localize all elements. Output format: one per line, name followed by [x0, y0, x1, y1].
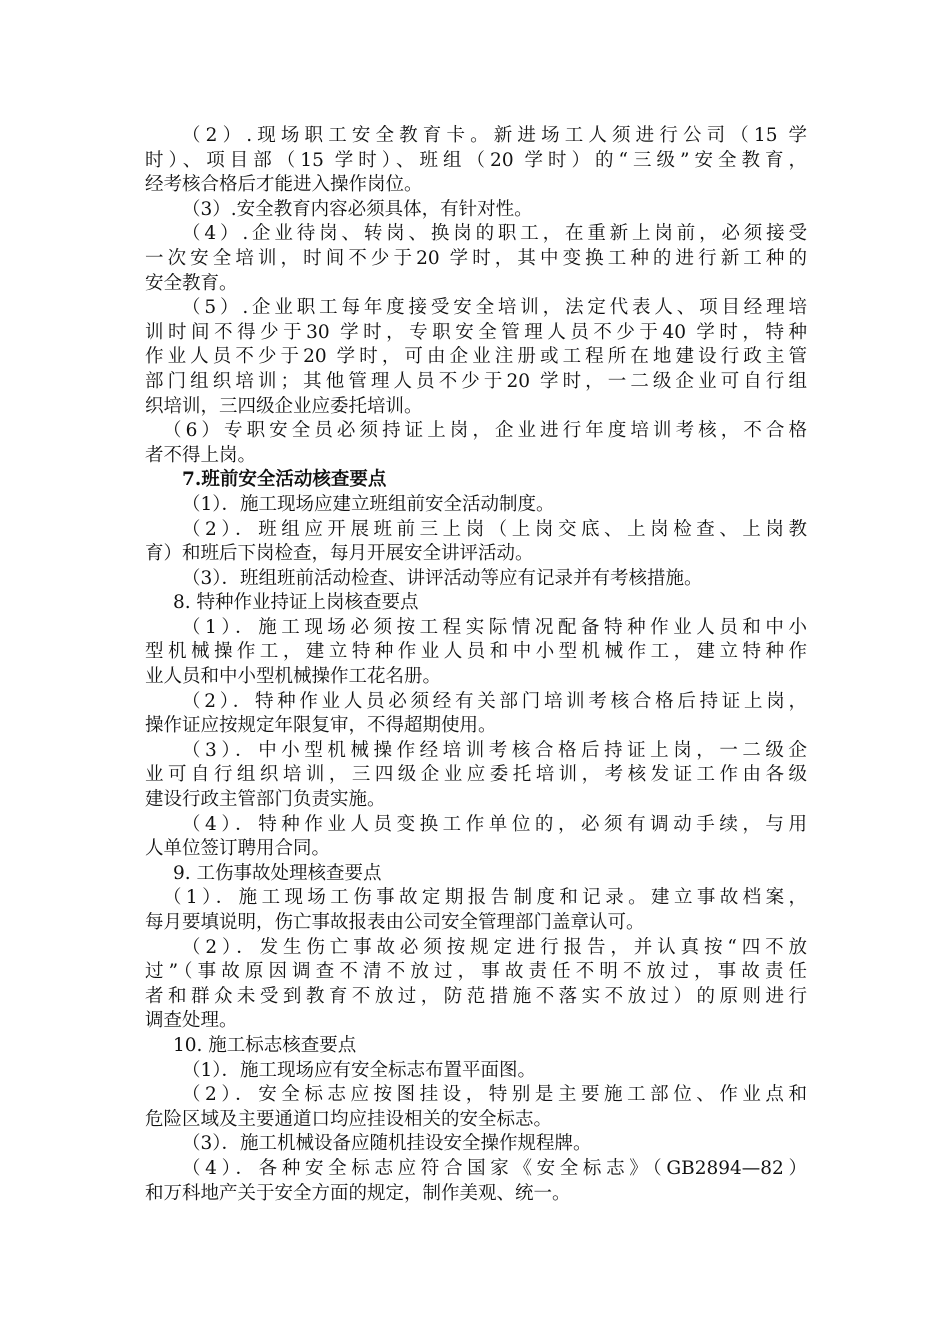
text-line: （4）．特种作业人员变换工作单位的，必须有调动手续，与用 — [182, 813, 807, 835]
text-line: 人单位签订聘用合同。 — [145, 838, 331, 860]
text-line: 业可自行组织培训，三四级企业应委托培训，考核发证工作由各级 — [145, 764, 807, 786]
text-line: 和万科地产关于安全方面的规定，制作美观、统一。 — [145, 1182, 571, 1204]
text-line: （1）．施工现场应有安全标志布置平面图。 — [182, 1059, 537, 1081]
text-line: 型机械操作工，建立特种作业人员和中小型机械作工，建立特种作 — [145, 641, 807, 663]
text-line: （1）．施工现场应建立班组前安全活动制度。 — [182, 493, 555, 515]
text-line: 过”（事故原因调查不清不放过，事故责任不明不放过，事故责任 — [145, 961, 807, 983]
text-line: （3）．中小型机械操作经培训考核合格后持证上岗，一二级企 — [182, 739, 807, 761]
text-line: （2）．安全标志应按图挂设，特别是主要施工部位、作业点和 — [182, 1084, 807, 1106]
text-line: 作业人员不少于20 学时，可由企业注册或工程所在地建设行政主管 — [145, 346, 807, 368]
text-line: 8. 特种作业持证上岗核查要点 — [173, 592, 419, 614]
text-line: （5）.企业职工每年度接受安全培训，法定代表人、项目经理培 — [182, 297, 807, 319]
document-body — [145, 124, 807, 1206]
text-line: （6）专职安全员必须持证上岗，企业进行年度培训考核，不合格 — [163, 420, 807, 442]
text-line: 危险区域及主要通道口均应挂设相关的安全标志。 — [145, 1108, 553, 1130]
text-line: （2）．发生伤亡事故必须按规定进行报告，并认真按“四不放 — [182, 936, 807, 958]
text-line: 一次安全培训，时间不少于20 学时，其中变换工种的进行新工种的 — [145, 247, 807, 269]
text-line: 时）、项目部（15 学时）、班组（20 学时）的“三级”安全教育， — [145, 149, 807, 171]
text-line: 建设行政主管部门负责实施。 — [145, 789, 386, 811]
text-line: 每月要填说明，伤亡事故报表由公司安全管理部门盖章认可。 — [145, 912, 645, 933]
text-line: 9. 工伤事故处理核查要点 — [173, 862, 382, 884]
text-line: 安全教育。 — [145, 272, 238, 294]
text-line: 业人员和中小型机械操作工花名册。 — [145, 666, 442, 688]
text-line: （3）．班组班前活动检查、讲评活动等应有记录并有考核措施。 — [182, 567, 703, 589]
text-line: （1）．施工现场工伤事故定期报告制度和记录。建立事故档案， — [163, 887, 807, 909]
text-line: 部门组织培训；其他管理人员不少于20 学时，一二级企业可自行组 — [145, 370, 807, 392]
text-line: 经考核合格后才能进入操作岗位。 — [145, 174, 423, 196]
text-line: （4）．各种安全标志应符合国家《安全标志》（GB2894—82） — [182, 1157, 807, 1179]
text-line: （1）．施工现场必须按工程实际情况配备特种作业人员和中小 — [182, 616, 807, 638]
text-line: （2）.现场职工安全教育卡。新进场工人须进行公司（15 学 — [182, 125, 807, 146]
text-line: 训时间不得少于30 学时，专职安全管理人员不少于40 学时，特种 — [145, 321, 807, 343]
text-line: （4）.企业待岗、转岗、换岗的职工，在重新上岗前，必须接受 — [182, 223, 807, 245]
text-line: 10. 施工标志核查要点 — [173, 1034, 357, 1056]
text-line: 者不得上岗。 — [145, 444, 257, 466]
text-line: 操作证应按规定年限复审，不得超期使用。 — [145, 715, 497, 737]
text-line: 织培训，三四级企业应委托培训。 — [145, 395, 423, 417]
text-line: （3）.安全教育内容必须具体，有针对性。 — [182, 198, 533, 220]
text-line: （3）．施工机械设备应随机挂设安全操作规程牌。 — [182, 1133, 592, 1155]
text-line: 调查处理。 — [145, 1010, 238, 1032]
text-line: 育）和班后下岗检查，每月开展安全讲评活动。 — [145, 543, 534, 565]
text-line: 者和群众未受到教育不放过，防范措施不落实不放过）的原则进行 — [145, 985, 807, 1007]
text-line: 7.班前安全活动核查要点 — [182, 469, 387, 491]
text-line: （2）．班组应开展班前三上岗（上岗交底、上岗检查、上岗教 — [182, 518, 807, 540]
text-line: （2）．特种作业人员必须经有关部门培训考核合格后持证上岗， — [182, 690, 807, 712]
